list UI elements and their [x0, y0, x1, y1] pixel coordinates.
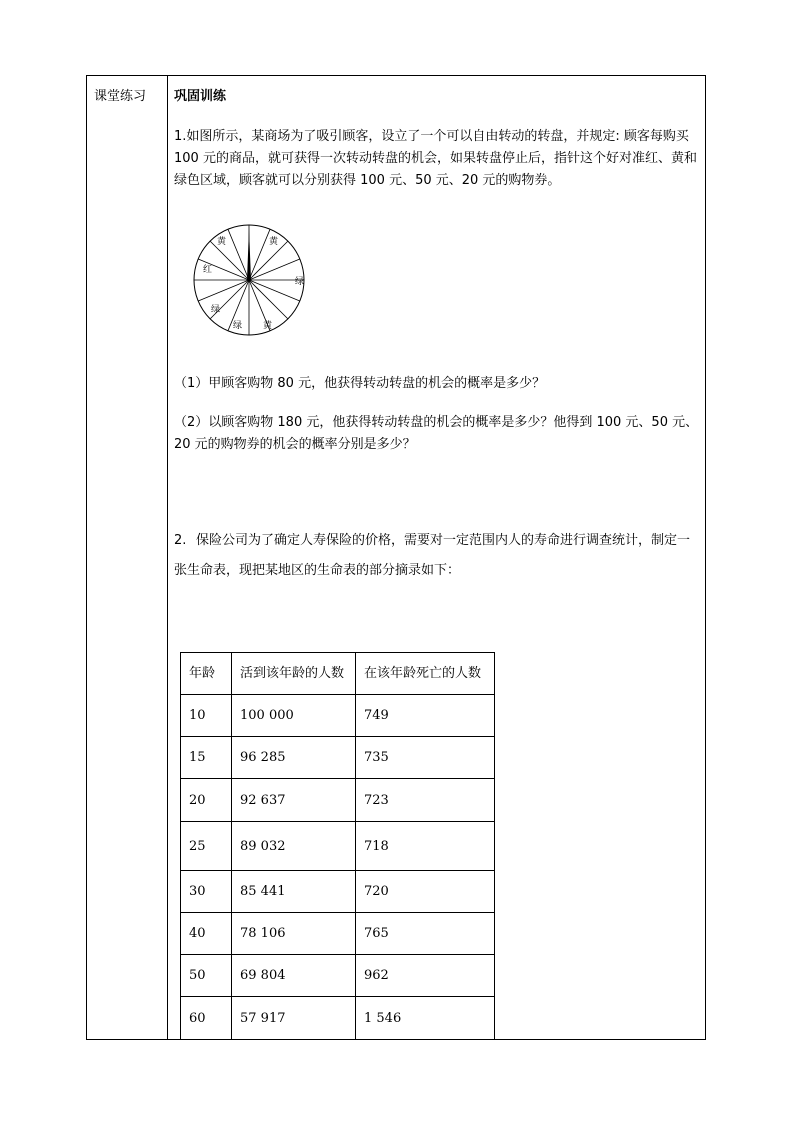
cell-deaths: 765: [356, 913, 495, 955]
table-row: [181, 955, 495, 997]
cell-age: 60: [181, 997, 232, 1040]
wheel-spoke: [249, 280, 288, 319]
cell-survivors: 85 441: [232, 871, 356, 913]
cell-age: 40: [181, 913, 232, 955]
cell-deaths: 962: [356, 955, 495, 997]
cell-age: 20: [181, 779, 232, 822]
header-deaths: 在该年龄死亡的人数: [356, 653, 495, 695]
table-row: [181, 695, 495, 737]
cell-age: 10: [181, 695, 232, 737]
cell-age: 25: [181, 822, 232, 871]
life-table-header-row: [181, 653, 495, 695]
table-row: [181, 997, 495, 1040]
cell-age: 15: [181, 737, 232, 779]
column-divider: [167, 75, 168, 1040]
cell-deaths: 718: [356, 822, 495, 871]
table-row: [181, 913, 495, 955]
cell-survivors: 92 637: [232, 779, 356, 822]
cell-survivors: 96 285: [232, 737, 356, 779]
question-2-number: 2.: [174, 533, 187, 548]
wheel-label: 红: [203, 265, 213, 275]
header-age: 年龄: [181, 653, 232, 695]
cell-survivors: 69 804: [232, 955, 356, 997]
wheel-spoke: [210, 241, 249, 280]
question-1-part-2: （2）以顾客购物 180 元，他获得转动转盘的机会的概率是多少？他得到 100 元、50 元、20 元的购物券的机会的概率分别是多少？: [174, 415, 699, 452]
wheel-pointer: [247, 228, 251, 280]
section-label: 课堂练习: [94, 89, 147, 104]
wheel-label: 黄: [269, 237, 279, 247]
cell-deaths: 720: [356, 871, 495, 913]
cell-survivors: 78 106: [232, 913, 356, 955]
cell-deaths: 735: [356, 737, 495, 779]
life-table: [180, 652, 495, 1040]
question-2-text: [174, 526, 700, 586]
wheel-label: 黄: [263, 321, 273, 331]
cell-deaths: 723: [356, 779, 495, 822]
table-row: [181, 737, 495, 779]
spinner-wheel-figure: [187, 222, 317, 342]
cell-deaths: 749: [356, 695, 495, 737]
wheel-spokes: [194, 225, 304, 335]
section-heading: 巩固训练: [174, 89, 227, 104]
wheel-label: 绿: [295, 277, 305, 287]
table-row: [181, 779, 495, 822]
cell-age: 30: [181, 871, 232, 913]
question-2-body: 保险公司为了确定人寿保险的价格，需要对一定范围内人的寿命进行调查统计，制定一张生命表，现把某地区的生命表的部分摘录如下：: [174, 533, 691, 578]
wheel-label: 黄: [217, 237, 227, 247]
question-1-text: 1.如图所示，某商场为了吸引顾客，设立了一个可以自由转动的转盘，并规定: 顾客每购买 100 元的商品，就可获得一次转动转盘的机会，如果转盘停止后，指针这个好对准红、黄和绿色区域，顾客就可以分别获得 100 元、50 元、20 元的购物券。: [174, 129, 697, 188]
cell-survivors: 57 917: [232, 997, 356, 1040]
wheel-label: 绿: [211, 305, 221, 315]
header-survivors: 活到该年龄的人数: [232, 653, 356, 695]
cell-age: 50: [181, 955, 232, 997]
table-row: [181, 822, 495, 871]
cell-survivors: 89 032: [232, 822, 356, 871]
question-1-part-1: （1）甲顾客购物 80 元，他获得转动转盘的机会的概率是多少？: [174, 376, 546, 391]
wheel-label: 绿: [233, 321, 243, 331]
cell-deaths: 1 546: [356, 997, 495, 1040]
cell-survivors: 100 000: [232, 695, 356, 737]
table-row: [181, 871, 495, 913]
